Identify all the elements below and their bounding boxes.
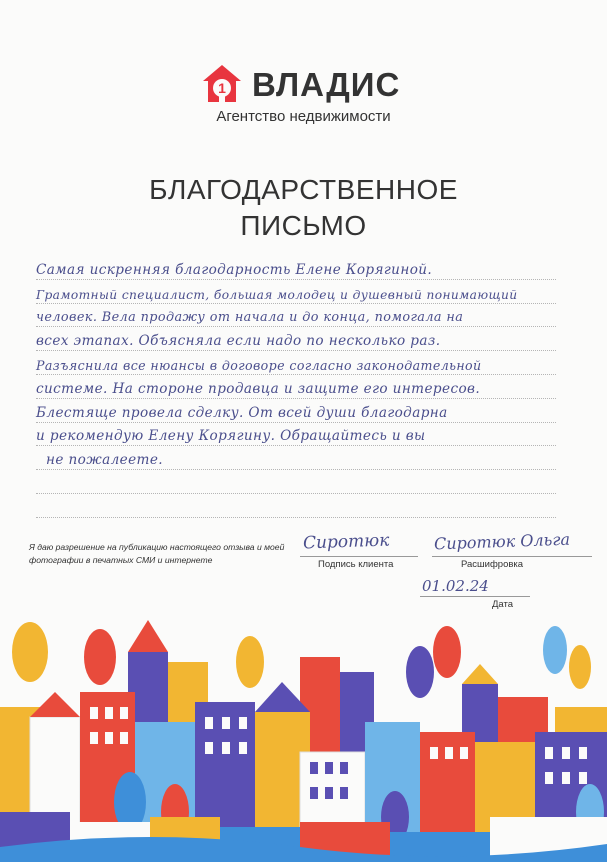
- letter-line: [36, 280, 556, 304]
- letter-line: [36, 470, 556, 494]
- name-line: [432, 556, 592, 557]
- date-handwritten: 01.02.24: [422, 577, 489, 595]
- handwritten-text: системе. На стороне продавца и защите его интересов.: [36, 380, 481, 397]
- letter-line: [36, 351, 556, 375]
- client-signature: Сиротюк: [302, 530, 390, 554]
- letter-line: [36, 304, 556, 328]
- svg-text:1: 1: [218, 80, 226, 96]
- letter-title: [0, 172, 607, 244]
- letter-body: [36, 256, 556, 518]
- handwritten-text: человек. Вела продажу от начала и до конца, помогала на: [36, 310, 464, 326]
- handwritten-text: не пожалеете.: [46, 452, 164, 469]
- title-line-1: БЛАГОДАРСТВЕННОЕ: [149, 174, 458, 205]
- handwritten-text: и рекомендую Елену Корягину. Обращайтесь и вы: [36, 428, 426, 445]
- handwritten-text: всех этапах. Объясняла если надо по несколько раз.: [36, 333, 441, 350]
- letter-line: [36, 375, 556, 399]
- letter-line: [36, 399, 556, 423]
- client-signature-label: Подпись клиента: [318, 559, 394, 570]
- consent-text: Я даю разрешение на публикацию настоящего отзыва и моей фотографии в печатных СМИ и интернете: [29, 542, 285, 565]
- client-name-handwritten: Сиротюк Ольга: [433, 529, 571, 554]
- handwritten-text: Грамотный специалист, большая молодец и душевный понимающий: [36, 287, 518, 302]
- city-illustration: [0, 612, 607, 862]
- name-decode-label: Расшифровка: [461, 559, 524, 570]
- letter-line: [36, 423, 556, 447]
- letter-line: [36, 256, 556, 280]
- handwritten-text: Блестяще провела сделку. От всей души благодарна: [36, 404, 448, 421]
- signature-line: [300, 556, 418, 557]
- date-label: Дата: [492, 599, 514, 610]
- brand-logo: [200, 62, 400, 106]
- brand-tagline: Агентство недвижимости: [216, 108, 391, 125]
- house-key-icon: [200, 62, 244, 106]
- letter-line: [36, 327, 556, 351]
- title-line-2: ПИСЬМО: [240, 210, 367, 241]
- date-line: [420, 596, 530, 597]
- letter-line: [36, 446, 556, 470]
- letter-line: [36, 494, 556, 518]
- brand-name: ВЛАДИС: [252, 66, 401, 103]
- handwritten-text: Разъяснила все нюансы в договоре согласно законодательной: [36, 357, 482, 373]
- handwritten-text: Самая искренняя благодарность Елене Корягиной.: [36, 261, 433, 278]
